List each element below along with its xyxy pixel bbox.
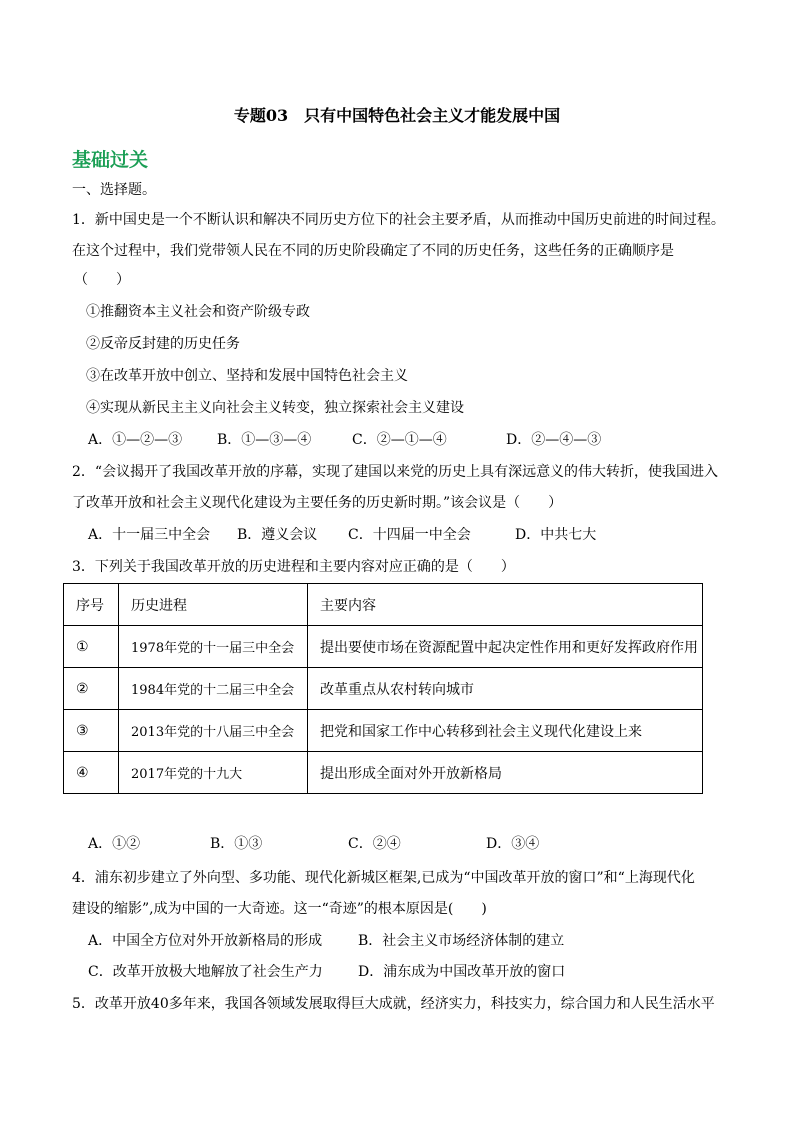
q2-option-a[interactable]: A．十一届三中全会 xyxy=(88,527,211,543)
table-row xyxy=(64,626,703,668)
table-cell: ③ xyxy=(64,710,119,752)
table-cell: ④ xyxy=(64,752,119,794)
table-header-row xyxy=(64,584,703,626)
table-row xyxy=(64,752,703,794)
q1-item: ②反帝反封建的历史任务 xyxy=(86,336,240,352)
table-cell: 2017年党的十九大 xyxy=(119,752,308,794)
q2-option-c[interactable]: C．十四届一中全会 xyxy=(348,527,471,543)
q4-option-a[interactable]: A．中国全方位对外开放新格局的形成 xyxy=(88,933,323,949)
page-title: 专题03 只有中国特色社会主义才能发展中国 xyxy=(233,106,561,125)
q1-item: ③在改革开放中创立、坚持和发展中国特色社会主义 xyxy=(86,368,408,384)
q3-stem: 3．下列关于我国改革开放的历史进程和主要内容对应正确的是（ ） xyxy=(72,559,515,575)
q4-stem-line2: 建设的缩影”,成为中国的一大奇迹。这一“奇迹”的根本原因是( ) xyxy=(72,901,487,917)
q3-option-d[interactable]: D．③④ xyxy=(486,836,540,852)
q2-stem-line2: 了改革开放和社会主义现代化建设为主要任务的历史新时期。”该会议是（ ） xyxy=(72,495,563,511)
q1-option-a[interactable]: A．①—②—③ xyxy=(88,432,183,448)
q4-stem-line1: 4．浦东初步建立了外向型、多功能、现代化新城区框架,已成为“中国改革开放的窗口”和“上海现代化 xyxy=(72,870,695,886)
q1-option-d[interactable]: D．②—④—③ xyxy=(506,432,602,448)
table-cell: 提出形成全面对外开放新格局 xyxy=(308,752,703,794)
section-heading: 基础过关 xyxy=(72,149,149,171)
history-table xyxy=(63,583,703,794)
q2-option-d[interactable]: D．中共七大 xyxy=(515,527,597,543)
q1-item: ④实现从新民主主义向社会主义转变，独立探索社会主义建设 xyxy=(86,400,464,416)
table-header-cell: 主要内容 xyxy=(308,584,703,626)
table-header-cell: 序号 xyxy=(64,584,119,626)
table-cell: 1984年党的十二届三中全会 xyxy=(119,668,308,710)
table-cell: 1978年党的十一届三中全会 xyxy=(119,626,308,668)
q1-blank: （ ） xyxy=(74,272,130,288)
table-row xyxy=(64,668,703,710)
q5-stem-line1: 5．改革开放40多年来，我国各领域发展取得巨大成就，经济实力，科技实力，综合国力和人民生活水平 xyxy=(72,996,715,1012)
table-cell: ① xyxy=(64,626,119,668)
part-heading: 一、选择题。 xyxy=(72,182,156,198)
q1-stem-line1: 1．新中国史是一个不断认识和解决不同历史方位下的社会主要矛盾，从而推动中国历史前进的时间过程。 xyxy=(72,212,725,228)
table-cell: 2013年党的十八届三中全会 xyxy=(119,710,308,752)
table-cell: 提出要使市场在资源配置中起决定性作用和更好发挥政府作用 xyxy=(308,626,703,668)
table-cell: 改革重点从农村转向城市 xyxy=(308,668,703,710)
q3-option-a[interactable]: A．①② xyxy=(88,836,141,852)
q4-option-c[interactable]: C．改革开放极大地解放了社会生产力 xyxy=(88,964,323,980)
q3-option-b[interactable]: B．①③ xyxy=(210,836,263,852)
q3-option-c[interactable]: C．②④ xyxy=(348,836,401,852)
q1-stem-line2: 在这个过程中，我们党带领人民在不同的历史阶段确定了不同的历史任务，这些任务的正确顺序是 xyxy=(72,243,674,259)
table-row xyxy=(64,710,703,752)
q1-option-c[interactable]: C．②—①—④ xyxy=(352,432,447,448)
q4-option-b[interactable]: B．社会主义市场经济体制的建立 xyxy=(358,933,565,949)
q2-option-b[interactable]: B．遵义会议 xyxy=(237,527,318,543)
table-cell: 把党和国家工作中心转移到社会主义现代化建设上来 xyxy=(308,710,703,752)
table-cell: ② xyxy=(64,668,119,710)
q1-option-b[interactable]: B．①—③—④ xyxy=(217,432,312,448)
q1-item: ①推翻资本主义社会和资产阶级专政 xyxy=(86,304,310,320)
q2-stem-line1: 2．“会议揭开了我国改革开放的序幕，实现了建国以来党的历史上具有深远意义的伟大转折，使我国进入 xyxy=(72,464,719,480)
table-header-cell: 历史进程 xyxy=(119,584,308,626)
q4-option-d[interactable]: D．浦东成为中国改革开放的窗口 xyxy=(358,964,566,980)
